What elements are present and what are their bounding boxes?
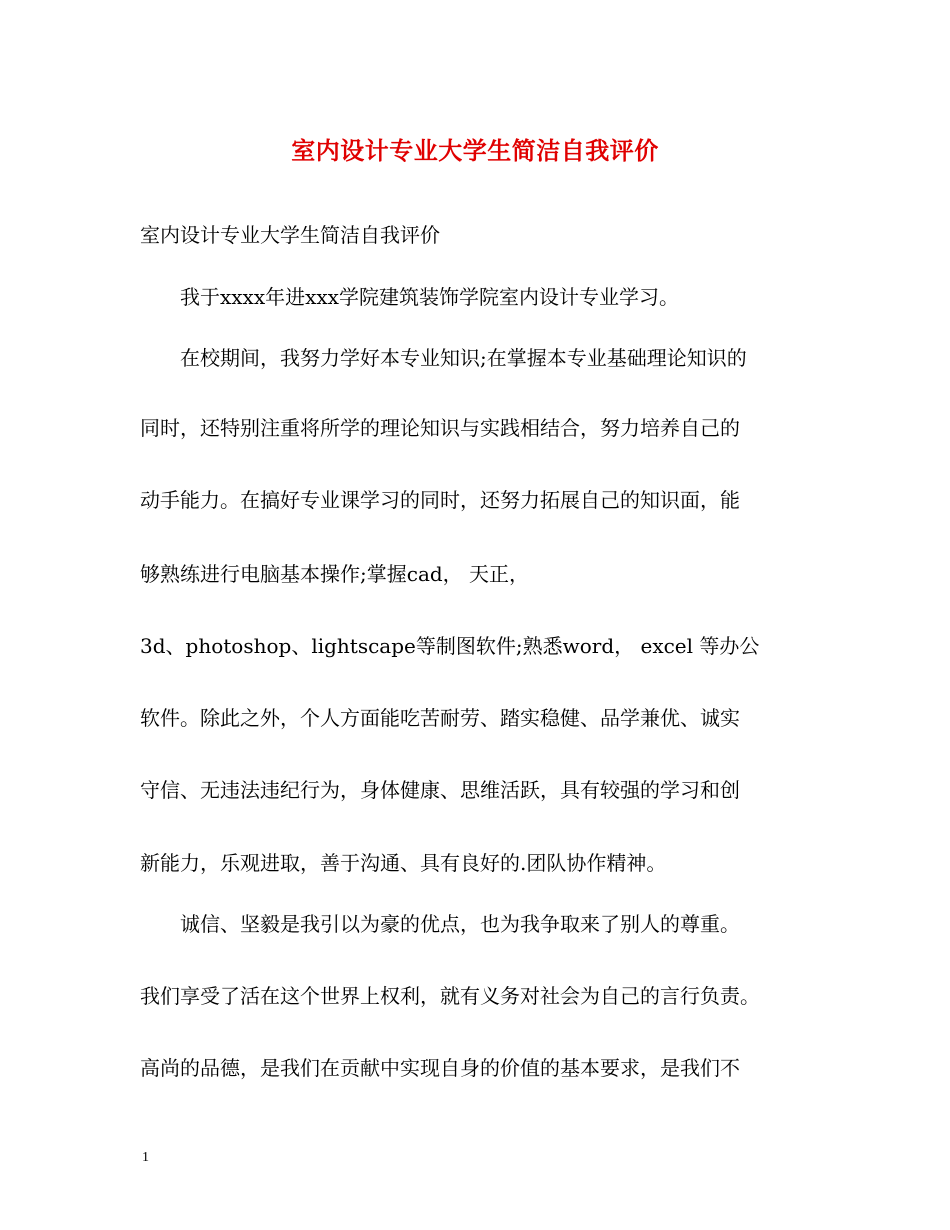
text-line: 室内设计专业大学生简洁自我评价: [140, 223, 440, 247]
text-line: 高尚的品德，是我们在贡献中实现自身的价值的基本要求，是我们不: [140, 1056, 740, 1080]
text-line: 在校期间，我努力学好本专业知识;在掌握本专业基础理论知识的: [140, 346, 747, 370]
text-line: 够熟练进行电脑基本操作;掌握cad， 天正，: [140, 562, 530, 586]
text-line: 3d、photoshop、lightscape等制图软件;熟悉word， excel 等办公: [140, 634, 760, 658]
page-number: 1: [142, 1150, 149, 1165]
document-title: 室内设计专业大学生简洁自我评价: [291, 136, 659, 165]
text-line: 新能力，乐观进取，善于沟通、具有良好的.团队协作精神。: [140, 851, 667, 875]
text-line: 我们享受了活在这个世界上权利，就有义务对社会为自己的言行负责。: [140, 984, 760, 1008]
text-line: 同时，还特别注重将所学的理论知识与实践相结合，努力培养自己的: [140, 416, 740, 440]
text-line: 动手能力。在搞好专业课学习的同时，还努力拓展自己的知识面，能: [140, 488, 740, 512]
text-line: 软件。除此之外，个人方面能吃苦耐劳、踏实稳健、品学兼优、诚实: [140, 706, 740, 730]
text-line: 诚信、坚毅是我引以为豪的优点，也为我争取来了别人的尊重。: [140, 912, 740, 936]
text-line: 我于xxxx年进xxx学院建筑装饰学院室内设计专业学习。: [140, 285, 679, 309]
text-line: 守信、无违法违纪行为，身体健康、思维活跃，具有较强的学习和创: [140, 778, 740, 802]
